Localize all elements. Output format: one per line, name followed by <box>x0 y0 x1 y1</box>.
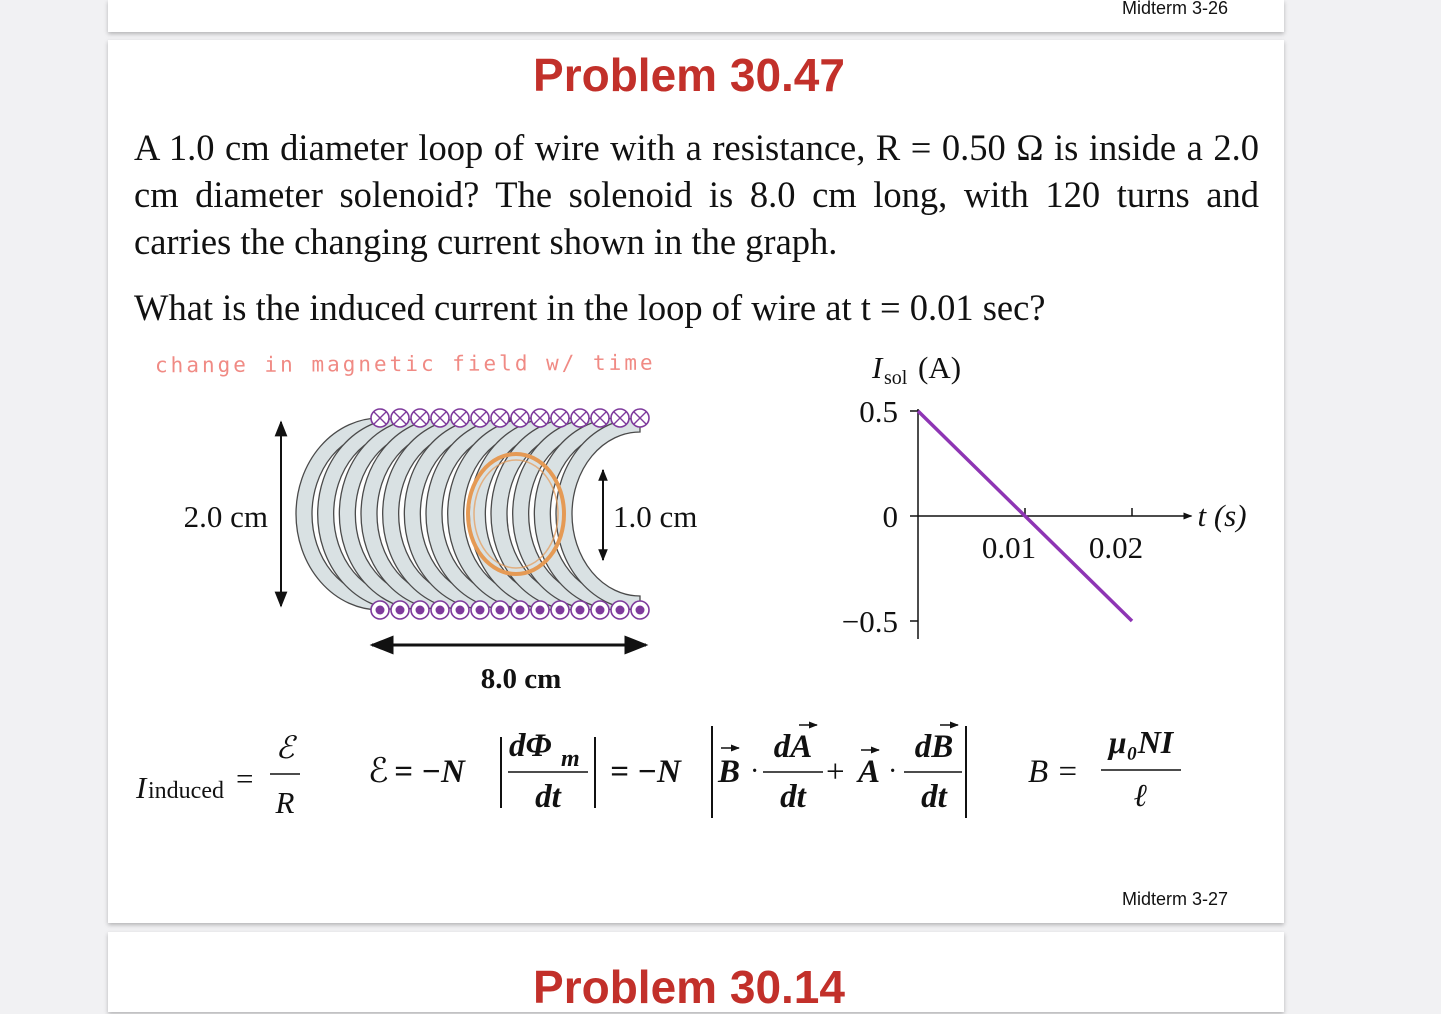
eq2-da: dA <box>773 729 813 765</box>
eq2-dot-1: · <box>750 756 760 787</box>
chart-xlabel: t (s) <box>1197 498 1247 533</box>
dot-mark <box>496 606 505 615</box>
chart-y-axis-title <box>871 350 961 389</box>
eq3-denominator: ℓ <box>1134 777 1148 813</box>
eq1-denominator: R <box>275 785 295 820</box>
dot-mark <box>416 606 425 615</box>
current-time-graph <box>842 350 1247 639</box>
equation-emf <box>368 725 966 818</box>
dot-mark <box>556 606 565 615</box>
next-slide-title: Problem 30.14 <box>533 961 845 1013</box>
solenoid-length-label: 8.0 cm <box>480 663 562 695</box>
eq2-dot-2: · <box>888 756 898 787</box>
eq2-dt-3: dt <box>921 779 947 815</box>
chart-ylabel: I <box>872 350 883 385</box>
eq1-equals: = <box>236 761 254 796</box>
equation-solenoid-field <box>1028 724 1181 813</box>
chart-y-tick-label: 0.5 <box>859 394 898 429</box>
dot-mark <box>596 606 605 615</box>
eq2-dphi-sub: m <box>561 746 580 772</box>
dot-mark <box>616 606 625 615</box>
dot-mark <box>396 606 405 615</box>
eq1-lhs-sub: induced <box>148 778 224 804</box>
dot-mark <box>516 606 525 615</box>
eq2-dt-2: dt <box>780 779 806 815</box>
previous-slide-number: Midterm 3-26 <box>1121 0 1228 18</box>
eq1-lhs: I <box>136 770 147 805</box>
handwritten-note: change in magnetic field w/ time <box>154 350 656 378</box>
eq2-equals-neg-n-2: = −N <box>610 754 681 790</box>
dot-mark <box>436 606 445 615</box>
eq2-dt-1: dt <box>535 779 561 815</box>
equation-induced-current <box>135 730 300 820</box>
dot-mark <box>576 606 585 615</box>
eq3-lhs: B = <box>1028 754 1079 790</box>
dot-mark <box>476 606 485 615</box>
dot-mark <box>636 606 645 615</box>
dot-mark <box>536 606 545 615</box>
eq2-a-vector: A <box>858 754 881 790</box>
loop-diameter-label: 1.0 cm <box>613 499 698 534</box>
slide-title: Problem 30.47 <box>533 49 845 101</box>
dot-mark <box>456 606 465 615</box>
chart-x-tick-label: 0.02 <box>1088 530 1144 565</box>
chart-y-tick-label: 0 <box>882 499 898 534</box>
eq2-equals-neg-n: = −N <box>394 754 465 790</box>
eq2-db: dB <box>914 729 954 765</box>
eq2-plus: + <box>826 754 845 790</box>
eq3-numerator: μ₀NI <box>1108 724 1174 760</box>
eq2-emf-symbol: ℰ <box>368 753 389 790</box>
chart-ylabel-sub: sol <box>884 367 908 389</box>
eq2-b-vector: B <box>718 754 741 790</box>
chart-x-tick-label: 0.01 <box>981 530 1037 565</box>
eq1-numerator: ℰ <box>275 730 295 765</box>
chart-ylabel-unit: (A) <box>918 350 962 385</box>
solenoid-diagram <box>184 409 698 695</box>
current-slide-number: Midterm 3-27 <box>1121 889 1228 909</box>
eq2-dphi: dΦ <box>509 728 552 764</box>
problem-question: What is the induced current in the loop of wire at t = 0.01 sec? <box>134 287 1046 328</box>
problem-statement: A 1.0 cm diameter loop of wire with a resistance, R = 0.50 Ω is inside a 2.0 cm diameter solenoid? The solenoid is 8.0 cm long, with 120 turns and carries the changing current shown in the graph. <box>134 127 1259 262</box>
chart-y-tick-label: −0.5 <box>841 604 898 639</box>
solenoid-diameter-label: 2.0 cm <box>183 499 268 534</box>
dot-mark <box>376 606 385 615</box>
